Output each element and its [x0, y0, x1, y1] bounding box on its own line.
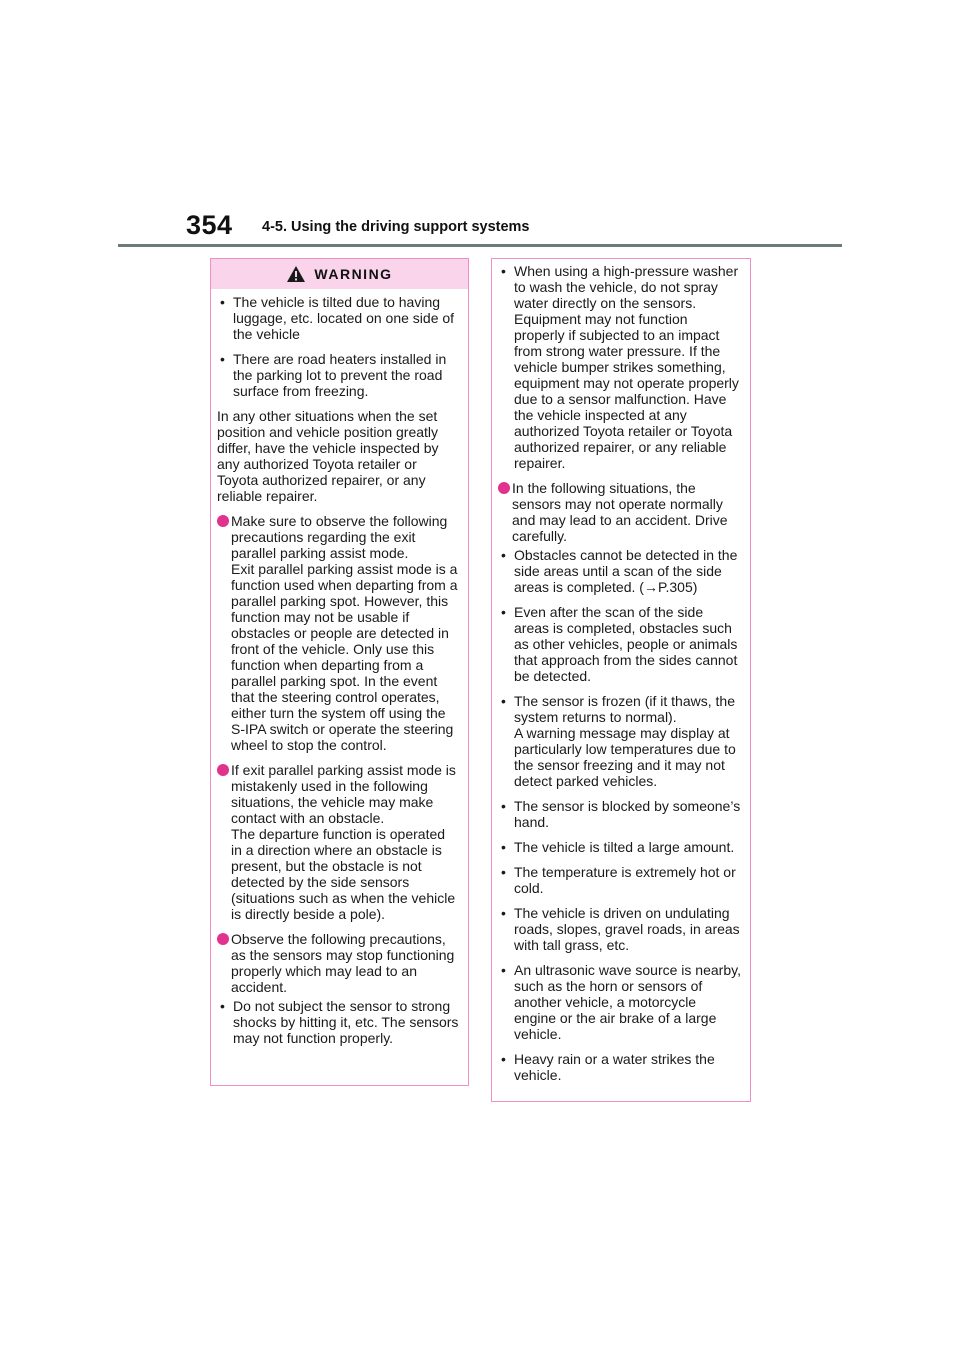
list-item [217, 513, 459, 753]
list-item-text: The vehicle is tilted a large amount. [514, 839, 735, 855]
list-item-text: Make sure to observe the following precautions regarding the exit parallel parking assist mode. [231, 513, 448, 561]
list-item-text: A warning message may display at particularly low temperatures due to the sensor freezing and it may not detect parked vehicles. [514, 725, 736, 789]
bullet-mark: • [501, 905, 506, 921]
list-item-text: Heavy rain or a water strikes the vehicle. [514, 1051, 715, 1083]
circle-bullet-icon [217, 933, 229, 945]
list-item-text: There are road heaters installed in the parking lot to prevent the road surface from freezing. [233, 351, 447, 399]
list-item [217, 294, 459, 342]
list-item-text: The departure function is operated in a direction where an obstacle is present, but the obstacle is not detected by the side sensors (situations such as when the vehicle is directly beside a pole). [231, 826, 456, 922]
list-item-text: An ultrasonic wave source is nearby, such as the horn or sensors of another vehicle, a motorcycle engine or the air brake of a large vehicle. [514, 962, 741, 1042]
arrow-right-icon: → [643, 579, 658, 595]
list-item [217, 351, 459, 399]
list-item-text: When using a high-pressure washer to wash the vehicle, do not spray water directly on the sensors. Equipment may not function properly if subjected to an impact from strong water pressure. If the vehicle bumper strikes something, equipment may not operate properly due to a sensor malfunction. Have the vehicle inspected at any authorized Toyota retailer or Toyota authorized repairer, or any reliable repairer. [514, 263, 739, 471]
bullet-mark: • [220, 998, 225, 1014]
bullet-mark: • [220, 351, 225, 367]
bullet-mark: • [501, 962, 506, 978]
bullet-mark: • [501, 693, 506, 709]
bullet-mark: • [501, 547, 506, 563]
list-item [498, 547, 741, 595]
list-item [498, 480, 741, 544]
list-item [498, 1051, 741, 1083]
bullet-mark: • [220, 294, 225, 310]
warning-title: WARNING [314, 266, 393, 282]
list-item [498, 263, 741, 471]
warning-box-left [210, 258, 469, 1086]
circle-bullet-icon [217, 515, 229, 527]
header-rule [118, 244, 842, 247]
list-item [217, 931, 459, 995]
bullet-mark: • [501, 798, 506, 814]
list-item [498, 864, 741, 896]
bullet-mark: • [501, 839, 506, 855]
warning-box-right [491, 258, 751, 1102]
list-item-text: The vehicle is tilted due to having luggage, etc. located on one side of the vehicle [233, 294, 455, 342]
list-item-text: The sensor is blocked by someone’s hand. [514, 798, 741, 830]
list-item-text: Even after the scan of the side areas is completed, obstacles such as other vehicles, people or animals that approach from the sides cannot be detected. [514, 604, 738, 684]
page-reference: P.305) [657, 579, 698, 595]
warning-triangle-icon [286, 265, 306, 283]
bullet-mark: • [501, 1051, 506, 1067]
list-item [498, 798, 741, 830]
list-item-text: If exit parallel parking assist mode is mistakenly used in the following situations, the vehicle may make contact with an obstacle. [231, 762, 456, 826]
list-item-text: The vehicle is driven on undulating roads, slopes, gravel roads, in areas with tall grass, etc. [514, 905, 740, 953]
circle-bullet-icon [217, 764, 229, 776]
list-item [498, 693, 741, 789]
warning-content [492, 259, 750, 1083]
list-item [217, 762, 459, 922]
bullet-mark: • [501, 604, 506, 620]
page-number: 354 [186, 210, 233, 240]
list-item-text: Observe the following precautions, as the sensors may stop functioning properly which may lead to an accident. [231, 931, 455, 995]
list-item [498, 962, 741, 1042]
list-item-text: Exit parallel parking assist mode is a function used when departing from a parallel parking spot. However, this function may not be usable if obstacles or people are detected in front of the vehicle. Only use this function when departing from a parallel parking spot. In the event that the steering control operates, either turn the system off using the S-IPA switch or operate the steering wheel to stop the control. [231, 561, 458, 753]
list-item [498, 604, 741, 684]
bullet-mark: • [501, 263, 506, 279]
list-item-text: The temperature is extremely hot or cold. [514, 864, 736, 896]
list-item [498, 905, 741, 953]
paragraph: In any other situations when the set position and vehicle position greatly differ, have the vehicle inspected by any authorized Toyota retailer or Toyota authorized repairer, or any reliable repairer. [217, 408, 439, 504]
warning-header [211, 259, 468, 289]
list-item-text-part: Obstacles cannot be detected in the side areas until a scan of the side areas is completed. ( [514, 547, 738, 595]
section-title: 4-5. Using the driving support systems [262, 219, 530, 235]
list-item-text: Do not subject the sensor to strong shocks by hitting it, etc. The sensors may not function properly. [233, 998, 459, 1046]
list-item-text [514, 547, 741, 595]
warning-content [211, 289, 468, 1046]
list-item [498, 839, 741, 855]
list-item [217, 998, 459, 1046]
list-item-text: The sensor is frozen (if it thaws, the system returns to normal). [514, 693, 735, 725]
circle-bullet-icon [498, 482, 510, 494]
bullet-mark: • [501, 864, 506, 880]
list-item-text: In the following situations, the sensors may not operate normally and may lead to an accident. Drive carefully. [512, 480, 728, 544]
